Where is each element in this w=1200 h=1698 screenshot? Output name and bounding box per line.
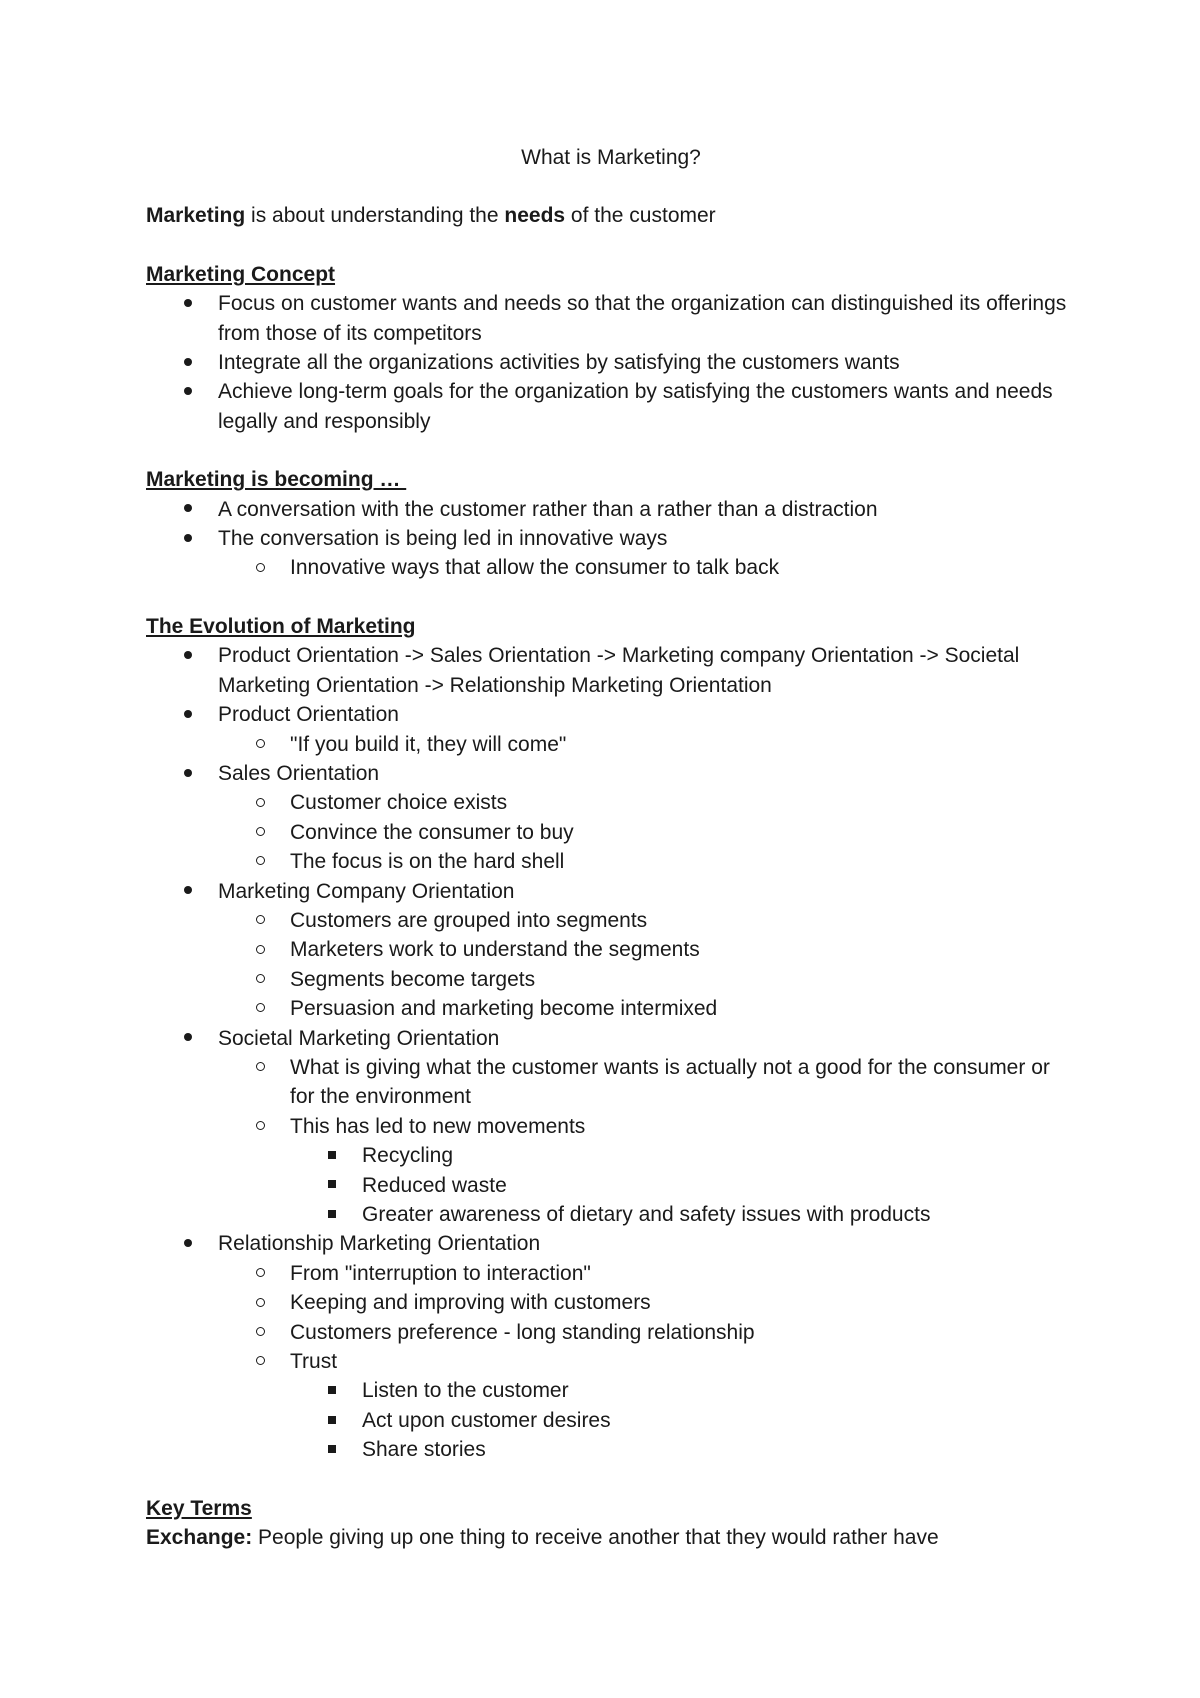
circle-bullet-icon	[250, 818, 270, 847]
list-item-text: Keeping and improving with customers	[290, 1291, 651, 1315]
intro-text-end: of the customer	[565, 204, 716, 228]
sub-list-item	[218, 1259, 1076, 1288]
list-item-text: Act upon customer desires	[362, 1408, 611, 1432]
list-item-text: The conversation is being led in innovative ways	[218, 527, 668, 551]
circle-bullet-icon	[250, 847, 270, 876]
sub-list	[218, 788, 1076, 876]
sub-list	[218, 730, 1076, 759]
circle-bullet-icon	[250, 1053, 270, 1082]
intro-paragraph	[146, 201, 1076, 230]
sub-sub-list-item	[290, 1171, 1076, 1200]
intro-term: Marketing	[146, 204, 246, 228]
list-item-text: Customers are grouped into segments	[290, 908, 648, 932]
list-item-text: Innovative ways that allow the consumer to talk back	[290, 556, 780, 580]
square-bullet-icon	[322, 1141, 342, 1170]
marketing-concept-list	[146, 289, 1076, 436]
list-item	[146, 1024, 1076, 1230]
bullet-icon	[178, 1024, 198, 1053]
sub-list-item	[218, 730, 1076, 759]
square-bullet-icon	[322, 1435, 342, 1464]
circle-bullet-icon	[250, 994, 270, 1023]
list-item-text: Customers preference - long standing relationship	[290, 1320, 755, 1344]
list-item-text: Marketers work to understand the segments	[290, 938, 700, 962]
list-item-text: Persuasion and marketing become intermixed	[290, 997, 718, 1021]
sub-sub-list-item	[290, 1435, 1076, 1464]
evolution-list	[146, 641, 1076, 1464]
circle-bullet-icon	[250, 906, 270, 935]
key-term-definition: People giving up one thing to receive another that they would rather have	[252, 1526, 939, 1550]
section-heading-key-terms: Key Terms	[146, 1496, 252, 1520]
spacer	[146, 436, 1076, 465]
bullet-icon	[178, 289, 198, 318]
square-bullet-icon	[322, 1200, 342, 1229]
list-item-text: What is giving what the customer wants is actually not a good for the consumer or for the environment	[290, 1055, 1050, 1109]
circle-bullet-icon	[250, 965, 270, 994]
circle-bullet-icon	[250, 1318, 270, 1347]
intro-emphasis: needs	[504, 204, 566, 228]
circle-bullet-icon	[250, 935, 270, 964]
sub-sub-list-item	[290, 1376, 1076, 1405]
circle-bullet-icon	[250, 1288, 270, 1317]
list-item	[146, 348, 1076, 377]
circle-bullet-icon	[250, 788, 270, 817]
section-heading-evolution: The Evolution of Marketing	[146, 614, 416, 638]
list-item	[146, 759, 1076, 877]
bullet-icon	[178, 877, 198, 906]
list-item-text: Greater awareness of dietary and safety issues with products	[362, 1203, 931, 1226]
sub-list-item	[218, 1318, 1076, 1347]
sub-sub-list	[290, 1141, 1076, 1229]
key-term-exchange	[146, 1523, 1076, 1552]
bullet-icon	[178, 1229, 198, 1258]
sub-list-item	[218, 965, 1076, 994]
list-item-text: Reduced waste	[362, 1173, 507, 1197]
key-term-label: Exchange:	[146, 1526, 253, 1550]
circle-bullet-icon	[250, 1347, 270, 1376]
list-item	[146, 495, 1076, 524]
section-heading-marketing-concept: Marketing Concept	[146, 262, 336, 286]
list-item	[146, 700, 1076, 759]
circle-bullet-icon	[250, 1112, 270, 1141]
list-item	[146, 1229, 1076, 1464]
list-item	[146, 877, 1076, 1024]
list-item-text: Listen to the customer	[362, 1379, 569, 1403]
list-item-text: Product Orientation	[218, 703, 399, 727]
intro-text: is about understanding the	[245, 204, 505, 228]
sub-list-item	[218, 553, 1076, 582]
sub-list-item	[218, 906, 1076, 935]
bullet-icon	[178, 348, 198, 377]
list-item	[146, 524, 1076, 583]
spacer	[146, 231, 1076, 260]
list-item	[146, 641, 1076, 700]
list-item-text: The focus is on the hard shell	[290, 850, 565, 874]
sub-list-item	[218, 935, 1076, 964]
list-item-text: Achieve long-term goals for the organization by satisfying the customers wants and needs legally and responsibly	[218, 380, 1053, 433]
list-item-text: From "interruption to interaction"	[290, 1261, 591, 1285]
sub-list-item	[218, 1288, 1076, 1317]
list-item-text: Customer choice exists	[290, 791, 508, 815]
sub-sub-list-item	[290, 1200, 1076, 1229]
sub-list-item	[218, 818, 1076, 847]
sub-list	[218, 906, 1076, 1024]
list-item	[146, 289, 1076, 348]
sub-list	[218, 553, 1076, 582]
sub-list	[218, 1053, 1076, 1229]
sub-list-item	[218, 1053, 1076, 1112]
sub-list-item	[218, 1347, 1076, 1465]
bullet-icon	[178, 377, 198, 406]
list-item-text: Integrate all the organizations activities by satisfying the customers wants	[218, 351, 900, 375]
list-item-text: This has led to new movements	[290, 1114, 586, 1138]
bullet-icon	[178, 700, 198, 729]
square-bullet-icon	[322, 1171, 342, 1200]
bullet-icon	[178, 641, 198, 670]
spacer	[146, 583, 1076, 612]
sub-list-item	[218, 847, 1076, 876]
list-item-text: Convince the consumer to buy	[290, 820, 574, 844]
list-item-text: Segments become targets	[290, 967, 536, 991]
list-item-text: Marketing Company Orientation	[218, 879, 515, 903]
list-item-text: Sales Orientation	[218, 761, 380, 785]
sub-sub-list-item	[290, 1406, 1076, 1435]
document-page	[146, 143, 1076, 1552]
circle-bullet-icon	[250, 1259, 270, 1288]
sub-sub-list-item	[290, 1141, 1076, 1170]
spacer	[146, 1465, 1076, 1494]
bullet-icon	[178, 495, 198, 524]
list-item-text: A conversation with the customer rather than a rather than a distraction	[218, 497, 878, 521]
list-item-text: Relationship Marketing Orientation	[218, 1232, 541, 1256]
list-item	[146, 377, 1076, 436]
list-item-text: Recycling	[362, 1144, 454, 1168]
circle-bullet-icon	[250, 730, 270, 759]
section-heading-becoming: Marketing is becoming …	[146, 468, 407, 492]
sub-list-item	[218, 994, 1076, 1023]
bullet-icon	[178, 759, 198, 788]
square-bullet-icon	[322, 1406, 342, 1435]
list-item-text: Trust	[290, 1350, 338, 1374]
list-item-text: Product Orientation -> Sales Orientation -> Marketing company Orientation -> Societal Marketing Orientation -> Relationship Marketing Orientation	[218, 644, 1020, 697]
page-title: What is Marketing?	[521, 146, 701, 169]
bullet-icon	[178, 524, 198, 553]
sub-list	[218, 1259, 1076, 1465]
sub-sub-list	[290, 1376, 1076, 1464]
circle-bullet-icon	[250, 553, 270, 582]
list-item-text: Share stories	[362, 1438, 486, 1462]
becoming-list	[146, 495, 1076, 583]
list-item-text: Focus on customer wants and needs so that the organization can distinguished its offerings from those of its competitors	[218, 292, 1067, 345]
list-item-text: Societal Marketing Orientation	[218, 1026, 500, 1050]
sub-list-item	[218, 788, 1076, 817]
square-bullet-icon	[322, 1376, 342, 1405]
sub-list-item	[218, 1112, 1076, 1230]
list-item-text: "If you build it, they will come"	[290, 732, 567, 756]
